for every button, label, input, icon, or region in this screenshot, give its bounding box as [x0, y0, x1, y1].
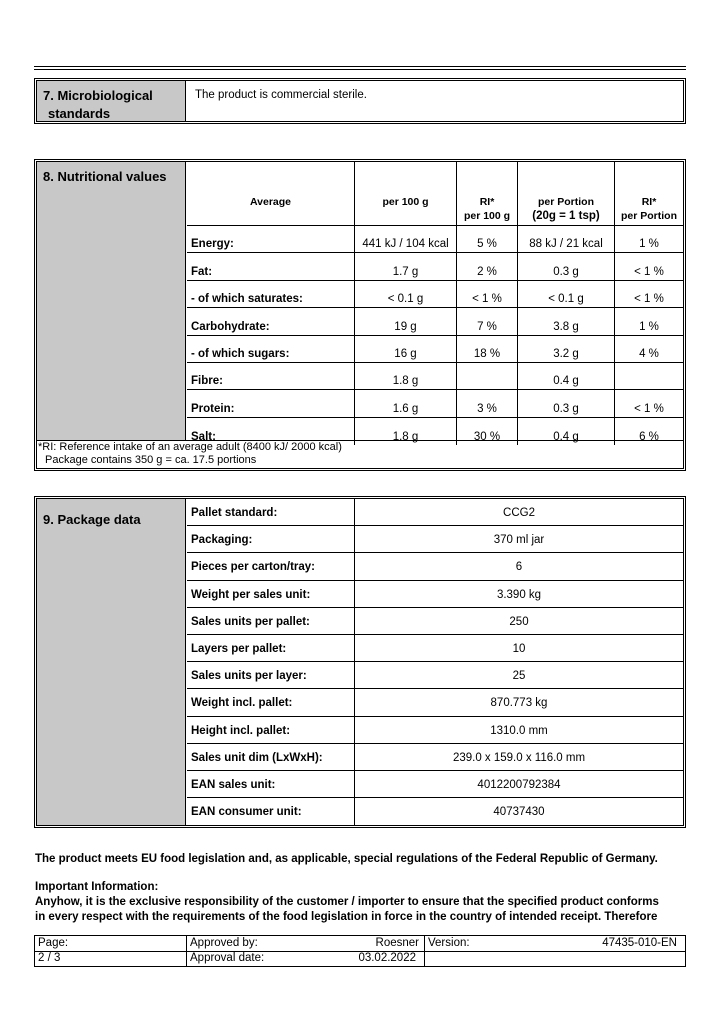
nutrition-cell-per100 [355, 308, 457, 334]
package-row [187, 662, 683, 689]
nutrition-cell-portion [518, 336, 615, 362]
nutrition-cell-name [187, 336, 355, 362]
nutrition-cell-text: 1 % [639, 320, 659, 333]
nutrition-cell-text: 0.4 g [553, 375, 579, 388]
footer-page-value: 2 / 3 [38, 952, 61, 964]
nutrition-cell-text: 1.6 g [392, 402, 419, 415]
nutrition-cell-text: < 1 % [634, 265, 664, 278]
footer-divider [35, 951, 685, 952]
package-row-name: Sales units per pallet: [187, 608, 355, 634]
package-row [187, 717, 683, 744]
nutrition-cell-text: Fibre: [191, 375, 223, 388]
header-riportion-line1: RI* [641, 196, 657, 208]
nutrition-cell-name [187, 308, 355, 334]
nutrition-cell-text: 0.4 g [553, 431, 579, 444]
nutrition-cell-portion [518, 363, 615, 389]
package-row-name: Weight per sales unit: [187, 581, 355, 607]
footer-approved-label: Approved by: [190, 937, 258, 949]
package-row [187, 581, 683, 608]
nutrition-cell-text: < 0.1 g [387, 293, 424, 306]
package-row-value: 4012200792384 [477, 779, 561, 791]
package-row-name: Packaging: [187, 526, 355, 552]
footer-version-value: 47435-010-EN [602, 937, 677, 949]
nutrition-cell-portion [518, 281, 615, 307]
nutrition-cell-name [187, 390, 355, 416]
package-row [187, 499, 683, 526]
header-rule [34, 66, 686, 70]
package-row-value: 40737430 [493, 806, 545, 819]
nutrition-cell-ri100 [457, 253, 518, 279]
header-average-text: Average [249, 196, 292, 208]
nutrition-cell-riportion [615, 253, 683, 279]
nutrition-cell-text: Fat: [191, 265, 213, 278]
section-7-label [37, 81, 186, 121]
package-row-value: 1310.0 mm [490, 724, 548, 737]
nutrition-cell-text: < 1 % [634, 402, 664, 415]
nutrition-row [187, 226, 683, 253]
nutrition-cell-riportion [615, 226, 683, 252]
nutrition-cell-ri100 [457, 281, 518, 307]
package-row [187, 608, 683, 635]
package-row [187, 689, 683, 716]
nutrition-cell-riportion [615, 336, 683, 362]
package-row [187, 553, 683, 580]
nutrition-cell-ri100 [457, 390, 518, 416]
package-row-name: Layers per pallet: [187, 635, 355, 661]
nutrition-row [187, 363, 683, 390]
nutrition-cell-per100 [355, 336, 457, 362]
nutrition-cell-portion [518, 253, 615, 279]
footnote-ri: *RI: Reference intake of an average adult (8400 kJ/ 2000 kcal) [38, 441, 342, 453]
nutrition-cell-ri100 [457, 336, 518, 362]
nutrition-row [187, 253, 683, 280]
nutrition-cell-riportion [615, 308, 683, 334]
package-row-value: 10 [512, 643, 526, 655]
section-microbiological-standards [34, 78, 686, 124]
nutrition-row [187, 336, 683, 363]
package-row-value: 239.0 x 159.0 x 116.0 mm [452, 751, 586, 764]
header-average [187, 162, 355, 225]
package-row [187, 744, 683, 771]
nutrition-cell-name [187, 363, 355, 389]
nutrition-cell-text: Salt: [191, 431, 216, 444]
package-row-name: Pieces per carton/tray: [187, 553, 355, 579]
package-row-value: CCG2 [503, 507, 535, 519]
header-riportion-line2: per Portion [620, 210, 677, 222]
important-line-1: Anyhow, it is the exclusive responsibility of the customer / importer to ensure that the specified product conforms [35, 896, 659, 908]
nutrition-cell-text: 3.2 g [553, 347, 579, 360]
nutrition-cell-portion [518, 390, 615, 416]
nutrition-cell-text: 88 kJ / 21 kcal [529, 238, 603, 251]
nutrition-row [187, 390, 683, 417]
footer-page-label: Page: [38, 937, 69, 949]
section-9-label: 9. Package data [37, 499, 186, 825]
header-portion-line1: per Portion [537, 196, 594, 208]
nutrition-cell-text: 1.7 g [392, 265, 419, 278]
footnote-package: Package contains 350 g = ca. 17.5 portions [45, 454, 257, 466]
package-row-value: 250 [509, 615, 529, 628]
nutrition-cell-text: 1 % [639, 238, 659, 251]
footer-version-label: Version: [428, 937, 470, 949]
nutrition-cell-text: 441 kJ / 104 kcal [362, 238, 449, 251]
section-7-text: The product is commercial sterile. [195, 89, 367, 101]
nutrition-cell-ri100 [457, 363, 518, 389]
nutrition-cell-ri100 [457, 226, 518, 252]
package-row-name: Height incl. pallet: [187, 717, 355, 743]
nutrition-cell-ri100 [457, 308, 518, 334]
nutrition-cell-text: 30 % [473, 431, 501, 444]
important-title: Important Information: [35, 881, 159, 893]
nutrition-cell-name [187, 281, 355, 307]
footer-approval-date-label: Approval date: [190, 952, 265, 964]
nutrition-header-row [187, 162, 683, 226]
package-row-value: 6 [515, 561, 523, 574]
package-row [187, 771, 683, 798]
package-row-name: Pallet standard: [187, 499, 355, 525]
package-row-value: 370 ml jar [493, 534, 545, 547]
section-package-data [34, 496, 686, 828]
header-ri-per-portion [615, 162, 683, 225]
header-ri-per100g [457, 162, 518, 225]
nutrition-cell-text: 0.3 g [553, 402, 579, 415]
nutrition-cell-portion [518, 308, 615, 334]
header-ri-line1: RI* [479, 196, 495, 208]
package-row [187, 526, 683, 553]
header-per-portion [518, 162, 615, 225]
section-7-label-line1: 7. Microbiological [43, 88, 153, 103]
nutrition-cell-per100 [355, 363, 457, 389]
nutrition-cell-text: 4 % [639, 347, 659, 360]
section-7-label-line2: standards [48, 106, 111, 121]
nutrition-cell-riportion [615, 390, 683, 416]
nutrition-cell-text: 7 % [477, 320, 497, 333]
nutrition-cell-text: Protein: [191, 402, 235, 415]
important-line-2: in every respect with the requirements of the food legislation in force in the country of intended receipt. Therefore [35, 911, 658, 923]
nutrition-cell-text: < 1 % [634, 293, 664, 306]
nutrition-cell-text: 3.8 g [553, 320, 579, 333]
header-portion-line2: (20g = 1 tsp) [532, 210, 600, 222]
header-per100g-text: per 100 g [382, 196, 429, 208]
nutrition-cell-text: Energy: [191, 238, 234, 251]
nutrition-cell-text: 18 % [473, 347, 501, 360]
nutrition-cell-text: 16 g [394, 347, 417, 360]
nutrition-cell-riportion [615, 363, 683, 389]
nutrition-cell-text: 5 % [477, 238, 497, 251]
header-ri-line2: per 100 g [463, 210, 511, 222]
nutrition-cell-text: Carbohydrate: [191, 320, 270, 333]
nutrition-cell-text: 6 % [639, 431, 659, 444]
nutrition-cell-name [187, 253, 355, 279]
package-row-name: EAN sales unit: [187, 771, 355, 797]
package-row-value: 25 [512, 670, 526, 683]
nutrition-cell-per100 [355, 390, 457, 416]
nutrition-cell-name [187, 226, 355, 252]
nutrition-cell-per100 [355, 281, 457, 307]
nutrition-cell-riportion [615, 281, 683, 307]
nutrition-cell-text: 1.8 g [392, 375, 419, 388]
eu-statement: The product meets EU food legislation and, as applicable, special regulations of the Federal Republic of Germany. [35, 853, 658, 865]
package-row-name: Sales unit dim (LxWxH): [187, 744, 355, 770]
package-row-name: Weight incl. pallet: [187, 689, 355, 715]
footer-approved-value: Roesner [375, 937, 419, 949]
nutrition-cell-text: < 0.1 g [548, 293, 584, 306]
package-row-name: Sales units per layer: [187, 662, 355, 688]
section-nutritional-values [34, 159, 686, 471]
nutrition-cell-text: 19 g [394, 320, 417, 333]
nutrition-cell-per100 [355, 226, 457, 252]
nutrition-cell-text: 0.3 g [553, 265, 579, 278]
nutrition-cell-per100 [355, 253, 457, 279]
nutrition-row [187, 308, 683, 335]
package-row-value: 870.773 kg [490, 697, 548, 710]
nutrition-footnote [37, 440, 683, 468]
nutrition-cell-text: 2 % [477, 265, 497, 278]
package-row [187, 798, 683, 825]
nutrition-cell-portion [518, 226, 615, 252]
package-row-value: 3.390 kg [496, 588, 542, 601]
nutrition-cell-text: - of which saturates: [191, 293, 303, 306]
nutrition-cell-text: - of which sugars: [191, 347, 290, 360]
section-8-label: 8. Nutritional values [37, 162, 186, 440]
package-row-name: EAN consumer unit: [187, 798, 355, 825]
footer-approval-date-value: 03.02.2022 [358, 952, 416, 964]
document-footer [34, 935, 686, 967]
nutrition-cell-text: 3 % [477, 402, 497, 415]
nutrition-row [187, 281, 683, 308]
package-row [187, 635, 683, 662]
nutrition-cell-text: < 1 % [472, 293, 502, 306]
nutrition-cell-text: 1.8 g [392, 431, 419, 444]
header-per100g [355, 162, 457, 225]
